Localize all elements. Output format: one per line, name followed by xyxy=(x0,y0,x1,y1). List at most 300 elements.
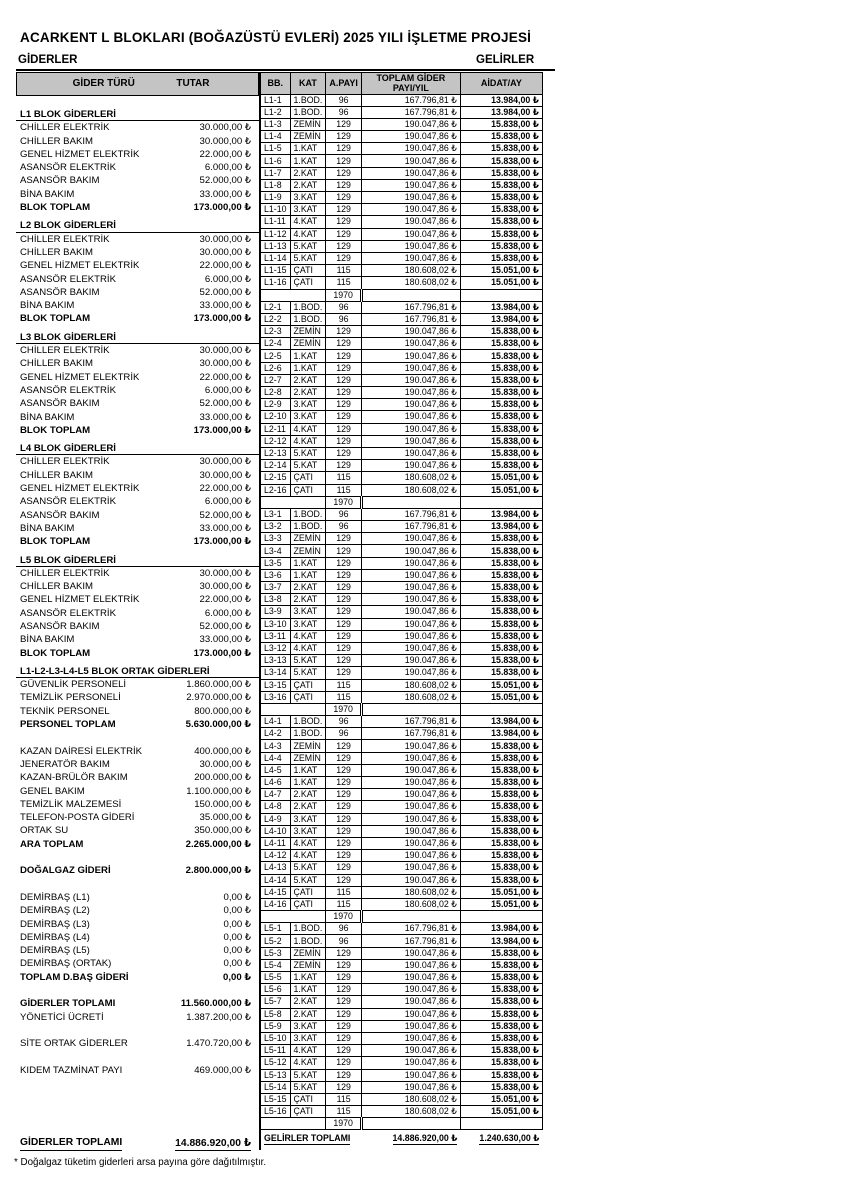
income-cell-toplam: 167.796,81 ₺ xyxy=(361,923,460,935)
expense-amount: 6.000,00 ₺ xyxy=(204,496,251,508)
income-row xyxy=(260,1032,542,1044)
income-cell-aidat: 15.051,00 ₺ xyxy=(460,265,542,277)
income-cell-apayi: 129 xyxy=(326,777,362,789)
expense-amount: 200.000,00 ₺ xyxy=(194,772,251,784)
income-cell-kat: 3.KAT xyxy=(290,618,326,630)
expense-amount: 22.000,00 ₺ xyxy=(199,260,251,272)
income-cell-apayi: 96 xyxy=(326,521,362,533)
expense-line xyxy=(16,384,259,397)
income-cell-apayi: 129 xyxy=(326,557,362,569)
income-cell-kat: ÇATI xyxy=(290,679,326,691)
income-cell-bb: L2-13 xyxy=(260,447,290,459)
income-row xyxy=(260,387,542,399)
expense-label: DEMİRBAŞ (L1) xyxy=(20,891,90,903)
expense-amount: 0,00 ₺ xyxy=(223,905,251,917)
expense-line xyxy=(16,495,259,508)
expense-amount: 0,00 ₺ xyxy=(222,971,251,983)
income-cell-aidat: 15.838,00 ₺ xyxy=(460,240,542,252)
expense-amount: 30.000,00 ₺ xyxy=(199,345,251,357)
income-cell-toplam: 190.047,86 ₺ xyxy=(361,764,460,776)
income-cell-toplam: 180.608,02 ₺ xyxy=(361,691,460,703)
expense-amount: 30.000,00 ₺ xyxy=(199,456,251,468)
income-cell-bb: L4-4 xyxy=(260,752,290,764)
income-cell-bb: L1-2 xyxy=(260,106,290,118)
income-cell-apayi: 129 xyxy=(326,1081,362,1093)
income-cell-toplam: 190.047,86 ₺ xyxy=(361,789,460,801)
income-row xyxy=(260,923,542,935)
income-cell-toplam: 190.047,86 ₺ xyxy=(361,155,460,167)
income-cell-kat: 3.KAT xyxy=(290,1020,326,1032)
income-cell-bb: L5-15 xyxy=(260,1093,290,1105)
income-cell-bb: L1-7 xyxy=(260,167,290,179)
income-cell-apayi: 129 xyxy=(326,326,362,338)
income-row xyxy=(260,569,542,581)
income-cell-apayi: 129 xyxy=(326,179,362,191)
income-cell-kat: 4.KAT xyxy=(290,1045,326,1057)
income-cell-apayi: 129 xyxy=(326,338,362,350)
income-cell-bb: L2-7 xyxy=(260,374,290,386)
expense-label: BLOK TOPLAM xyxy=(20,202,91,214)
income-cell-toplam: 190.047,86 ₺ xyxy=(361,1008,460,1020)
income-cell-toplam: 190.047,86 ₺ xyxy=(361,460,460,472)
income-cell-apayi: 129 xyxy=(326,1045,362,1057)
income-cell-apayi: 129 xyxy=(326,228,362,240)
income-row xyxy=(260,508,542,520)
expense-amount: 0,00 ₺ xyxy=(223,918,251,930)
income-row xyxy=(260,789,542,801)
expense-amount: 173.000,00 ₺ xyxy=(193,202,251,214)
income-cell-apayi: 96 xyxy=(326,508,362,520)
income-cell-aidat: 15.838,00 ₺ xyxy=(460,1081,542,1093)
income-cell-kat: 2.KAT xyxy=(290,387,326,399)
column-header-tutar: TUTAR xyxy=(176,78,210,90)
expense-label: CHİLLER ELEKTRİK xyxy=(20,456,110,468)
income-cell-toplam: 167.796,81 ₺ xyxy=(361,521,460,533)
subtotal-empty-aidat xyxy=(460,703,542,715)
income-cell-kat: 1.BOD. xyxy=(290,301,326,313)
income-cell-aidat: 15.051,00 ₺ xyxy=(460,277,542,289)
income-row xyxy=(260,837,542,849)
income-cell-aidat: 15.838,00 ₺ xyxy=(460,850,542,862)
income-row xyxy=(260,106,542,118)
income-cell-aidat: 15.838,00 ₺ xyxy=(460,460,542,472)
income-row xyxy=(260,886,542,898)
income-row xyxy=(260,740,542,752)
income-cell-apayi: 129 xyxy=(326,862,362,874)
income-cell-bb: L1-12 xyxy=(260,228,290,240)
income-cell-toplam: 180.608,02 ₺ xyxy=(361,679,460,691)
income-cell-toplam: 190.047,86 ₺ xyxy=(361,801,460,813)
expense-label: DEMİRBAŞ (L4) xyxy=(20,931,90,943)
income-cell-toplam: 190.047,86 ₺ xyxy=(361,655,460,667)
expense-line xyxy=(16,633,259,646)
income-cell-toplam: 190.047,86 ₺ xyxy=(361,630,460,642)
income-column-header: AİDAT/AY xyxy=(460,72,542,94)
income-cell-bb: L5-8 xyxy=(260,1008,290,1020)
income-cell-toplam: 190.047,86 ₺ xyxy=(361,350,460,362)
expense-amount: 0,00 ₺ xyxy=(223,891,251,903)
income-cell-aidat: 15.838,00 ₺ xyxy=(460,143,542,155)
income-cell-bb: L5-1 xyxy=(260,923,290,935)
income-cell-kat: 2.KAT xyxy=(290,1008,326,1020)
income-cell-kat: 1.BOD. xyxy=(290,508,326,520)
income-cell-bb: L1-4 xyxy=(260,131,290,143)
expense-label: CHİLLER BAKIM xyxy=(20,581,94,593)
income-cell-apayi: 129 xyxy=(326,423,362,435)
expense-line xyxy=(16,135,259,148)
income-row xyxy=(260,716,542,728)
income-cell-aidat: 15.838,00 ₺ xyxy=(460,155,542,167)
income-cell-aidat: 15.838,00 ₺ xyxy=(460,1020,542,1032)
income-cell-toplam: 190.047,86 ₺ xyxy=(361,228,460,240)
income-row xyxy=(260,679,542,691)
income-cell-bb: L1-9 xyxy=(260,192,290,204)
income-cell-bb: L3-16 xyxy=(260,691,290,703)
income-row xyxy=(260,435,542,447)
income-cell-toplam: 167.796,81 ₺ xyxy=(361,716,460,728)
income-cell-toplam: 190.047,86 ₺ xyxy=(361,326,460,338)
expense-amount: 150.000,00 ₺ xyxy=(194,798,251,810)
expense-label: TEKNİK PERSONEL xyxy=(20,705,110,717)
income-cell-apayi: 129 xyxy=(326,996,362,1008)
income-cell-toplam: 167.796,81 ₺ xyxy=(361,935,460,947)
subtotal-apayi-value: 1970 xyxy=(326,703,362,715)
subtotal-apayi-value: 1970 xyxy=(326,496,362,508)
income-cell-apayi: 129 xyxy=(326,192,362,204)
income-row xyxy=(260,192,542,204)
expense-amount: 2.265.000,00 ₺ xyxy=(185,838,251,850)
income-cell-bb: L4-5 xyxy=(260,764,290,776)
income-cell-apayi: 129 xyxy=(326,837,362,849)
income-cell-apayi: 129 xyxy=(326,374,362,386)
income-row xyxy=(260,972,542,984)
expense-line xyxy=(16,233,259,246)
income-cell-toplam: 190.047,86 ₺ xyxy=(361,447,460,459)
income-cell-bb: L2-10 xyxy=(260,411,290,423)
income-cell-kat: 1.KAT xyxy=(290,143,326,155)
income-cell-aidat: 15.838,00 ₺ xyxy=(460,947,542,959)
income-cell-toplam: 190.047,86 ₺ xyxy=(361,1045,460,1057)
income-cell-aidat: 15.838,00 ₺ xyxy=(460,131,542,143)
income-cell-kat: 5.KAT xyxy=(290,874,326,886)
income-cell-bb: L3-11 xyxy=(260,630,290,642)
income-cell-aidat: 13.984,00 ₺ xyxy=(460,935,542,947)
income-cell-aidat: 15.838,00 ₺ xyxy=(460,1045,542,1057)
income-cell-kat: 4.KAT xyxy=(290,850,326,862)
income-cell-bb: L3-10 xyxy=(260,618,290,630)
income-cell-aidat: 15.838,00 ₺ xyxy=(460,338,542,350)
expense-line xyxy=(16,1037,259,1050)
income-cell-toplam: 190.047,86 ₺ xyxy=(361,837,460,849)
income-cell-aidat: 15.838,00 ₺ xyxy=(460,374,542,386)
income-cell-toplam: 190.047,86 ₺ xyxy=(361,179,460,191)
income-cell-kat: 3.KAT xyxy=(290,192,326,204)
income-cell-aidat: 15.838,00 ₺ xyxy=(460,399,542,411)
income-cell-aidat: 15.838,00 ₺ xyxy=(460,996,542,1008)
income-cell-aidat: 15.838,00 ₺ xyxy=(460,252,542,264)
income-cell-aidat: 13.984,00 ₺ xyxy=(460,94,542,106)
income-row xyxy=(260,618,542,630)
income-cell-toplam: 190.047,86 ₺ xyxy=(361,642,460,654)
expense-line xyxy=(16,371,259,384)
income-cell-apayi: 129 xyxy=(326,874,362,886)
income-cell-bb: L2-16 xyxy=(260,484,290,496)
income-cell-aidat: 15.051,00 ₺ xyxy=(460,691,542,703)
income-cell-kat: 1.KAT xyxy=(290,777,326,789)
income-cell-bb: L3-8 xyxy=(260,594,290,606)
income-cell-bb: L1-14 xyxy=(260,252,290,264)
expense-label: TOPLAM D.BAŞ GİDERİ xyxy=(20,971,129,983)
income-row xyxy=(260,204,542,216)
income-row xyxy=(260,862,542,874)
expense-line xyxy=(16,580,259,593)
income-cell-bb: L5-6 xyxy=(260,984,290,996)
income-cell-kat: ZEMİN xyxy=(290,545,326,557)
income-cell-kat: ZEMİN xyxy=(290,752,326,764)
income-cell-toplam: 190.047,86 ₺ xyxy=(361,1032,460,1044)
income-row xyxy=(260,228,542,240)
income-row xyxy=(260,935,542,947)
income-cell-toplam: 190.047,86 ₺ xyxy=(361,959,460,971)
income-cell-apayi: 129 xyxy=(326,1057,362,1069)
income-row xyxy=(260,301,542,313)
income-row xyxy=(260,131,542,143)
expense-label: TEMİZLİK PERSONELİ xyxy=(20,692,121,704)
income-cell-aidat: 15.051,00 ₺ xyxy=(460,1093,542,1105)
income-cell-toplam: 190.047,86 ₺ xyxy=(361,533,460,545)
income-cell-aidat: 15.838,00 ₺ xyxy=(460,228,542,240)
income-cell-aidat: 15.838,00 ₺ xyxy=(460,411,542,423)
income-cell-bb: L2-3 xyxy=(260,326,290,338)
income-row xyxy=(260,996,542,1008)
expense-label: CHİLLER BAKIM xyxy=(20,469,94,481)
expense-amount: 2.800.000,00 ₺ xyxy=(185,865,251,877)
income-cell-bb: L3-4 xyxy=(260,545,290,557)
income-cell-kat: 5.KAT xyxy=(290,655,326,667)
income-cell-aidat: 15.838,00 ₺ xyxy=(460,594,542,606)
income-cell-aidat: 15.838,00 ₺ xyxy=(460,777,542,789)
income-row xyxy=(260,179,542,191)
income-cell-kat: 1.KAT xyxy=(290,764,326,776)
income-cell-apayi: 129 xyxy=(326,131,362,143)
expense-amount: 33.000,00 ₺ xyxy=(199,522,251,534)
income-cell-kat: 2.KAT xyxy=(290,374,326,386)
income-cell-apayi: 129 xyxy=(326,240,362,252)
income-cell-bb: L2-2 xyxy=(260,313,290,325)
income-cell-apayi: 129 xyxy=(326,667,362,679)
income-cell-aidat: 15.838,00 ₺ xyxy=(460,1032,542,1044)
income-cell-kat: 1.KAT xyxy=(290,362,326,374)
income-row xyxy=(260,313,542,325)
income-cell-toplam: 180.608,02 ₺ xyxy=(361,886,460,898)
income-cell-toplam: 190.047,86 ₺ xyxy=(361,131,460,143)
income-cell-kat: 5.KAT xyxy=(290,1081,326,1093)
income-cell-apayi: 115 xyxy=(326,679,362,691)
income-cell-kat: ZEMİN xyxy=(290,947,326,959)
expense-label: KAZAN-BRÜLÖR BAKIM xyxy=(20,772,128,784)
income-cell-bb: L3-9 xyxy=(260,606,290,618)
expense-label: JENERATÖR BAKIM xyxy=(20,758,110,770)
income-cell-apayi: 96 xyxy=(326,106,362,118)
subtotal-empty-toplam xyxy=(361,703,460,715)
income-cell-kat: 1.KAT xyxy=(290,155,326,167)
income-cell-toplam: 180.608,02 ₺ xyxy=(361,484,460,496)
expense-section-header: L2 BLOK GİDERLERİ xyxy=(16,219,259,232)
expenses-panel xyxy=(16,72,259,1078)
expenses-grand-total-value: 14.886.920,00 ₺ xyxy=(175,1138,251,1149)
income-cell-apayi: 129 xyxy=(326,594,362,606)
income-row xyxy=(260,813,542,825)
subtotal-empty-toplam xyxy=(361,496,460,508)
income-row xyxy=(260,472,542,484)
expense-amount: 350.000,00 ₺ xyxy=(194,825,251,837)
expense-line xyxy=(16,246,259,259)
expense-line xyxy=(16,971,259,984)
income-cell-aidat: 15.838,00 ₺ xyxy=(460,837,542,849)
income-cell-kat: 4.KAT xyxy=(290,228,326,240)
income-cell-kat: ÇATI xyxy=(290,484,326,496)
income-cell-apayi: 115 xyxy=(326,265,362,277)
income-block-subtotal-row xyxy=(260,289,542,301)
expense-line xyxy=(16,469,259,482)
income-cell-kat: 4.KAT xyxy=(290,423,326,435)
income-cell-kat: 3.KAT xyxy=(290,606,326,618)
expense-line xyxy=(16,824,259,837)
income-row xyxy=(260,374,542,386)
expense-label: DOĞALGAZ GİDERİ xyxy=(20,865,111,877)
income-row xyxy=(260,252,542,264)
income-row xyxy=(260,947,542,959)
income-cell-aidat: 15.838,00 ₺ xyxy=(460,752,542,764)
income-cell-kat: 5.KAT xyxy=(290,447,326,459)
income-cell-bb: L2-6 xyxy=(260,362,290,374)
income-row xyxy=(260,350,542,362)
income-cell-aidat: 15.838,00 ₺ xyxy=(460,118,542,130)
income-cell-kat: 4.KAT xyxy=(290,216,326,228)
expense-amount: 173.000,00 ₺ xyxy=(193,647,251,659)
income-cell-bb: L3-13 xyxy=(260,655,290,667)
expense-line xyxy=(16,798,259,811)
income-cell-toplam: 190.047,86 ₺ xyxy=(361,1020,460,1032)
income-row xyxy=(260,1057,542,1069)
expense-label: GENEL HİZMET ELEKTRİK xyxy=(20,148,140,160)
expense-amount: 30.000,00 ₺ xyxy=(199,469,251,481)
income-cell-apayi: 129 xyxy=(326,582,362,594)
income-cell-aidat: 15.838,00 ₺ xyxy=(460,606,542,618)
expense-label: ASANSÖR ELEKTRİK xyxy=(20,162,116,174)
expense-line xyxy=(16,455,259,468)
expense-amount: 2.970.000,00 ₺ xyxy=(186,692,251,704)
income-cell-apayi: 129 xyxy=(326,1032,362,1044)
income-row xyxy=(260,1106,542,1118)
expense-label: CHİLLER ELEKTRİK xyxy=(20,345,110,357)
income-cell-toplam: 190.047,86 ₺ xyxy=(361,594,460,606)
income-cell-aidat: 15.838,00 ₺ xyxy=(460,326,542,338)
income-cell-apayi: 96 xyxy=(326,301,362,313)
expense-section-header: L1 BLOK GİDERLERİ xyxy=(16,108,259,121)
expense-amount: 30.000,00 ₺ xyxy=(199,358,251,370)
income-cell-kat: 4.KAT xyxy=(290,435,326,447)
income-cell-kat: 1.BOD. xyxy=(290,94,326,106)
income-cell-kat: ZEMİN xyxy=(290,326,326,338)
expense-label: TEMİZLİK MALZEMESİ xyxy=(20,798,122,810)
subtotal-apayi-value: 1970 xyxy=(326,911,362,923)
income-cell-toplam: 180.608,02 ₺ xyxy=(361,1093,460,1105)
income-row xyxy=(260,533,542,545)
expense-amount: 173.000,00 ₺ xyxy=(193,424,251,436)
income-cell-kat: 2.KAT xyxy=(290,801,326,813)
income-cell-kat: 1.BOD. xyxy=(290,313,326,325)
income-cell-apayi: 129 xyxy=(326,435,362,447)
expense-line xyxy=(16,567,259,580)
income-cell-kat: 1.KAT xyxy=(290,569,326,581)
expense-label: GENEL HİZMET ELEKTRİK xyxy=(20,594,140,606)
income-cell-aidat: 15.838,00 ₺ xyxy=(460,618,542,630)
income-cell-apayi: 115 xyxy=(326,898,362,910)
income-cell-aidat: 15.838,00 ₺ xyxy=(460,764,542,776)
income-cell-aidat: 15.838,00 ₺ xyxy=(460,387,542,399)
income-cell-aidat: 15.838,00 ₺ xyxy=(460,533,542,545)
income-cell-bb: L3-3 xyxy=(260,533,290,545)
expense-line xyxy=(16,758,259,771)
income-total-row xyxy=(260,1130,542,1151)
income-cell-toplam: 190.047,86 ₺ xyxy=(361,947,460,959)
subtotal-empty-toplam xyxy=(361,911,460,923)
income-row xyxy=(260,460,542,472)
income-cell-apayi: 129 xyxy=(326,972,362,984)
income-cell-apayi: 96 xyxy=(326,728,362,740)
income-cell-bb: L4-6 xyxy=(260,777,290,789)
income-cell-kat: 1.BOD. xyxy=(290,935,326,947)
income-cell-bb: L2-1 xyxy=(260,301,290,313)
income-row xyxy=(260,959,542,971)
income-cell-bb: L5-12 xyxy=(260,1057,290,1069)
expense-line xyxy=(16,838,259,851)
expense-line xyxy=(16,188,259,201)
subtotal-empty-cell xyxy=(260,289,326,301)
income-row xyxy=(260,265,542,277)
expense-label: CHİLLER ELEKTRİK xyxy=(20,122,110,134)
income-cell-aidat: 15.838,00 ₺ xyxy=(460,216,542,228)
income-cell-bb: L5-11 xyxy=(260,1045,290,1057)
income-cell-kat: ÇATI xyxy=(290,472,326,484)
income-cell-toplam: 190.047,86 ₺ xyxy=(361,387,460,399)
income-cell-toplam: 167.796,81 ₺ xyxy=(361,508,460,520)
income-cell-toplam: 190.047,86 ₺ xyxy=(361,374,460,386)
income-cell-bb: L5-10 xyxy=(260,1032,290,1044)
income-row xyxy=(260,642,542,654)
income-cell-bb: L4-10 xyxy=(260,825,290,837)
income-cell-apayi: 129 xyxy=(326,1069,362,1081)
income-cell-bb: L1-11 xyxy=(260,216,290,228)
income-cell-toplam: 190.047,86 ₺ xyxy=(361,582,460,594)
income-block-subtotal-row xyxy=(260,1118,542,1130)
income-cell-toplam: 190.047,86 ₺ xyxy=(361,1069,460,1081)
subtotal-apayi-value: 1970 xyxy=(326,289,362,301)
expense-amount: 30.000,00 ₺ xyxy=(199,581,251,593)
income-cell-aidat: 15.838,00 ₺ xyxy=(460,569,542,581)
expense-label: KAZAN DAİRESİ ELEKTRİK xyxy=(20,745,143,757)
income-cell-kat: 5.KAT xyxy=(290,240,326,252)
subtotal-apayi-value: 1970 xyxy=(326,1118,362,1130)
expense-label: BİNA BAKIM xyxy=(20,522,75,534)
income-row xyxy=(260,801,542,813)
income-cell-toplam: 190.047,86 ₺ xyxy=(361,569,460,581)
income-cell-kat: 3.KAT xyxy=(290,411,326,423)
income-row xyxy=(260,984,542,996)
expense-label: DEMİRBAŞ (L3) xyxy=(20,918,90,930)
income-cell-apayi: 129 xyxy=(326,825,362,837)
